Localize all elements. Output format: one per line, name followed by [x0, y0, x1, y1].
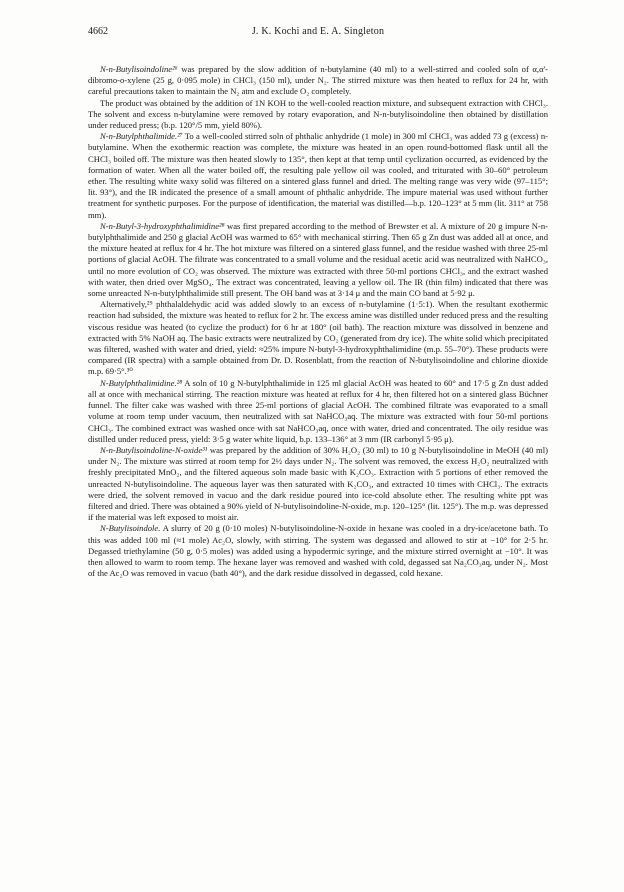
paragraph-text: A slurry of 20 g (0·10 moles) N-butylisoindoline-N-oxide in hexane was cooled in a dry-ice/acetone bath. To this was added 100 ml (≈1 mole) Ac₂O, slowly, with stirring. The system was degassed and allowed to stir at −10° for 2·5 hr. Degassed triethylamine (50 g, 0·5 moles) was added using a hypodermic syringe, and the mixture stirred overnight at −10°. It was then allowed to warm to room temp. The hexane layer was removed and washed with cold, degassed sat Na₂CO₃aq, under N₂. Most of the Ac₂O was removed in vacuo (bath 40°), and the dark residue dissolved in degassed, cold hexane. — [88, 523, 548, 579]
paragraph-heading: N-Butylphthalimidine.²⁸ — [100, 377, 183, 388]
paragraph-butylphthalimidine — [88, 378, 548, 445]
paragraph-text: was prepared by the slow addition of n-butylamine (40 ml) to a well-stirred and cooled soln of α,α'-dibromo-o-xylene (25 g, 0·095 mole) in CHCl₃ (150 ml), under N₂. The stirred mixture was then heated to reflux for 24 hr, with careful precautions taken to maintain the N₂ atm and exclude O₂ completely. — [88, 64, 548, 97]
paragraph-text: Alternatively,²⁹ phthalaldehydic acid was added slowly to an excess of n-butylamine (1·5:1). When the resultant exothermic reaction had subsided, the mixture was heated to reflux for 2 hr. The excess amine was distilled under reduced press and the resulting viscous residue was heated (to cyclize the product) for 6 hr at 180° (oil bath). The reaction mixture was dissolved in benzene and extracted with 5% NaOH aq. The basic extracts were neutralized by CO₂ (generated from dry ice). The white solid which precipitated was filtered, washed with water and dried, yield: ≈25% impure N-butyl-3-hydroxyphthalimidine (m.p. 55–70°). These products were compared (IR spectra) with a sample obtained from Dr. D. Rosenblatt, from the reaction of N-butylisoindoline and chlorine dioxide m.p. 69·5°.³⁰ — [88, 299, 548, 377]
paragraph-butylphthalimide — [88, 131, 548, 221]
body-text — [88, 64, 548, 579]
paragraph-isoindoline-n-oxide — [88, 445, 548, 523]
paragraph-text: To a well-cooled stirred soln of phthalic anhydride (1 mole) in 300 ml CHCl₃ was added 73 g (excess) n-butylamine. When the exothermic reaction was complete, the mixture was heated in an open round-bottomed flask until all the CHCl₃ boiled off. The mixture was then heated slowly to 135°, then kept at that temp until cyclization occurred, as evidenced by the formation of water. When all the water boiled off, the resulting pale yellow oil was cooled, and triturated with 30–60° petroleum ether. The resulting white waxy solid was filtered on a sintered glass funnel and dried. The melting range was very wide (97–115°; lit. 93°), and the IR indicated the presence of a small amount of phthalic anhydride. The impure material was used without further treatment for synthetic purposes. For the purpose of identification, the material was distilled—b.p. 120–123° at 5 mm (lit. 311° at 758 mm). — [88, 131, 548, 220]
paragraph-hydroxyphthalimidine — [88, 221, 548, 299]
paragraph-text: was prepared by the addition of 30% H₂O₂ (30 ml) to 10 g N-butylisoindoline in MeOH (40 ml) under N₂. The mixture was stirred at room temp for 2½ days under N₂. The solvent was removed, the excess H₂O₂ neutralized with freshly precipitated MnO₂, and the filtered aqueous soln made basic with K₂CO₃. Extraction with 5 portions of ether removed the unreacted N-butylisoindoline. The aqueous layer was then saturated with K₂CO₃, and extracted 10 times with CHCl₃. The extracts were dried, the solvent removed in vacuo and the dark residue poured into ice-cold absolute ether. The resulting white ppt was filtered and dried. There was obtained a 90% yield of N-butylisoindoline-N-oxide, m.p. 120–125° (lit. 125°). The m.p. was depressed if the material was left exposed to moist air. — [88, 444, 548, 523]
running-head: J. K. Kochi and E. A. Singleton — [251, 26, 385, 37]
paragraph-heading: N-n-Butylisoindoline²⁶ — [100, 64, 178, 74]
paragraph-heading: N-Butylisoindole. — [100, 523, 161, 534]
page-header — [88, 20, 548, 40]
paragraph-heading: N-n-Butylisoindoline-N-oxide³¹ — [100, 444, 208, 455]
paragraph-text: was first prepared according to the method of Brewster et al. A mixture of 20 g impure N-n-butylphthalimide and 250 g glacial AcOH was warmed to 65° with mechanical stirring. Then 65 g Zn dust was added all at once, and the mixture heated at reflux for 4 hr. The hot mixture was filtered on a sintered glass funnel, and the residue washed with three 25-ml portions of glacial AcOH. The filtrate was concentrated to a small volume and the residual acetic acid was neutralized with NaHCO₃, until no more evolution of CO₂ was observed. The mixture was extracted with three 50-ml portions CHCl₃, and the extract washed with water, then dried over MgSO₄. The extract was concentrated, leaving a yellow oil. The IR (thin film) indicated that there was some unreacted N-n-butylphthalimide still present. The OH band was at 3·14 μ and the main CO band at 5·92 μ. — [88, 220, 548, 299]
paragraph-butylisoindoline — [88, 64, 548, 98]
page-number: 4662 — [88, 26, 108, 37]
paragraph-workup — [88, 98, 548, 132]
paragraph-heading: N-n-Butyl-3-hydroxyphthalimidine²⁸ — [100, 220, 225, 231]
paragraph-text: A soln of 10 g N-butylphthalimide in 125 ml glacial AcOH was heated to 60° and 17·5 g Zn dust added all at once with mechanical stirring. The reaction mixture was heated at reflux for 4 hr, then filtered hot on a sintered glass Büchner funnel. The filter cake was washed with three 25-ml portions of glacial AcOH. The combined filtrate was evaporated to a small volume at room temp under vacuum, then neutralized with sat NaHCO₃aq. The mixture was extracted with four 50-ml portions CHCl₃. The combined extract was washed once with sat NaHCO₃aq, once with water, dried and concentrated. The oily residue was distilled under reduced press, yield: 3·5 g water white liquid, b.p. 133–136° at 3 mm (IR carbonyl 5·95 μ). — [88, 377, 548, 444]
paragraph-alternative — [88, 299, 548, 377]
paragraph-text: The product was obtained by the addition of 1N KOH to the well-cooled reaction mixture, and subsequent extraction with CHCl₃. The solvent and excess n-butylamine were removed by rotary evaporation, and N-n-butylisoindoline then obtained by distillation under reduced press; (b.p. 120°/5 mm, yield 80%). — [88, 97, 548, 131]
paragraph-butylisoindole — [88, 523, 548, 579]
paragraph-heading: N-n-Butylphthalimide.²⁷ — [100, 131, 183, 142]
